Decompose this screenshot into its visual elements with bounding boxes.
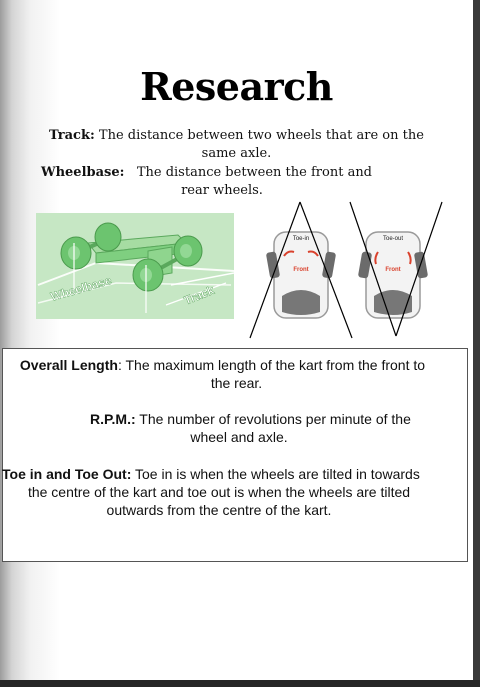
track-photo-label: Track <box>181 283 217 308</box>
axle-illustration <box>36 213 234 319</box>
wheelbase-definition-line1 <box>0 164 413 182</box>
rpm-line2: wheel and axle. <box>190 429 288 445</box>
rpm-term: R.P.M.: <box>90 411 136 427</box>
overall-length-line2: the rear. <box>210 375 263 391</box>
toe-line1 <box>2 465 468 483</box>
toe-out-front-label: Front <box>385 267 401 273</box>
overall-length-term: Overall Length <box>19 357 118 373</box>
overall-length-text-1: : The maximum length of the kart from the front to <box>117 357 426 373</box>
wheelbase-text-1: The distance between the front and <box>136 165 373 180</box>
toe-in-car <box>266 232 336 318</box>
viewer-edge-bottom <box>0 680 480 687</box>
wheelbase-photo-label: Wheelbase <box>48 273 114 304</box>
toe-diagram <box>248 200 444 340</box>
toe-out-label: Toe-out <box>382 236 404 242</box>
toe-diagram-svg <box>248 200 444 340</box>
toe-line3: outwards from the centre of the kart. <box>106 502 332 518</box>
axle-illustration-svg <box>36 213 234 319</box>
overall-length-line1 <box>0 356 445 374</box>
wheelbase-term: Wheelbase: <box>40 165 125 180</box>
toe-in-front-label: Front <box>293 267 309 273</box>
track-text-1: The distance between two wheels that are on the <box>98 128 424 143</box>
page-title: Research <box>140 64 333 109</box>
track-term: Track: <box>49 128 95 143</box>
toe-in-label: Toe-in <box>292 236 310 242</box>
toe-out-car <box>358 232 428 318</box>
toe-line2: the centre of the kart and toe out is when the wheels are tilted <box>27 484 411 500</box>
toe-text-1: Toe in is when the wheels are tilted in towards <box>131 466 420 482</box>
toe-term: Toe in and Toe Out: <box>2 466 132 482</box>
track-definition-line1 <box>0 127 473 145</box>
rpm-line1 <box>90 410 470 428</box>
rpm-text-1: The number of revolutions per minute of the <box>135 411 411 427</box>
track-definition-line2: same axle. <box>201 146 272 161</box>
viewer-edge-right <box>473 0 480 680</box>
wheelbase-definition-line2: rear wheels. <box>181 183 263 198</box>
